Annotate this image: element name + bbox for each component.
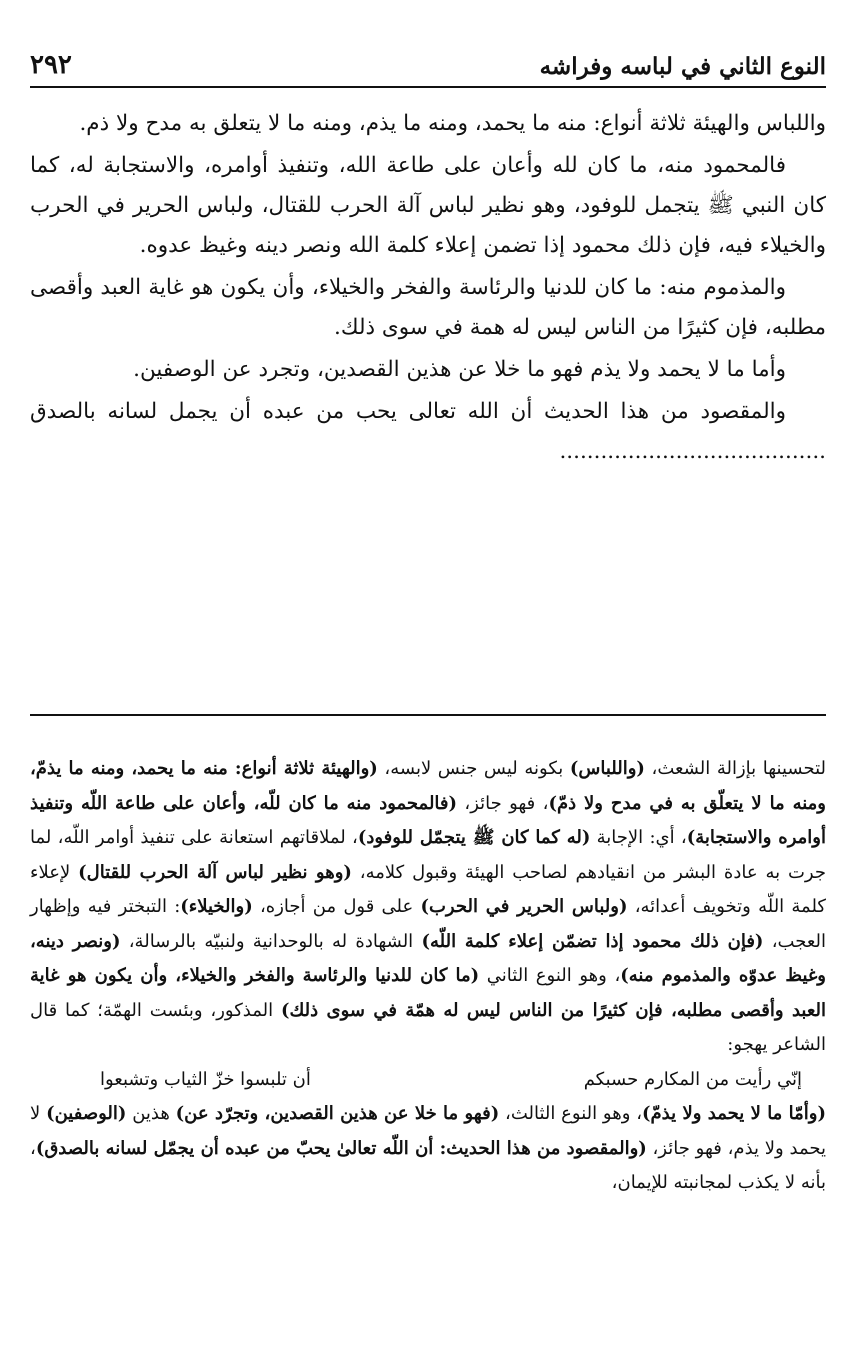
main-paragraph-4: وأما ما لا يحمد ولا يذم فهو ما خلا عن هذين القصدين، وتجرد عن الوصفين. [133, 357, 786, 382]
quoted-matn: (وهو نظير لباس آلة الحرب للقتال) [78, 861, 352, 883]
poem-second-hemistich: أن تلبسوا خزّ الثياب وتشبعوا [100, 1068, 311, 1090]
commentary-segment: لإعلاء كلمة اللّه وتخويف أعدائه، [30, 861, 826, 917]
quoted-matn: (الوصفين) [46, 1103, 127, 1124]
main-paragraph-2: فالمحمود منه، ما كان لله وأعان على طاعة الله، وتنفيذ أوامره، والاستجابة له، كما كان النبي ﷺ يتجمل للوفود، وهو نظير لباس آلة الحرب للقتال، ولباس الحرير في الحرب والخيلاء فيه، فإن ذلك محمود إذا تضمن إعلاء كلمة الله ونصر دينه وغيظ عدوه. [30, 153, 826, 258]
commentary-segment: ، بأنه لا يكذب لمجانبته للإيمان، [30, 1137, 826, 1193]
quoted-matn: (ما كان للدنيا والرئاسة والفخر والخيلاء، وأن يكون هو غاية العبد وأقصى مطلبه، فإن كثيرًا من الناس ليس له همّة في سوى ذلك) [30, 965, 826, 1021]
commentary-segment: لا يحمد ولا يذم، فهو جائز، [30, 1103, 826, 1159]
poem-verse [30, 1063, 826, 1098]
commentary-segment: هذين [126, 1103, 176, 1124]
quoted-matn: (ولباس الحرير في الحرب) [420, 896, 628, 917]
quoted-matn: (فهو ما خلا عن هذين القصدين، وتجرّد عن) [175, 1103, 500, 1124]
commentary-segment: : التبختر فيه وإظهار العجب، [30, 896, 826, 952]
commentary-paragraph-1 [30, 752, 826, 1063]
main-paragraph-3: والمذموم منه: ما كان للدنيا والرئاسة والفخر والخيلاء، وأن يكون هو غاية العبد وأقصى مطلبه، فإن كثيرًا من الناس ليس له همة في سوى ذلك. [30, 275, 826, 340]
quoted-matn: (وأمّا ما لا يحمد ولا يذمّ) [642, 1103, 826, 1124]
commentary-segment: ، فهو جائز، [457, 792, 549, 814]
page-header [30, 40, 826, 88]
commentary-segment: لتحسينها بإزالة الشعث، [644, 758, 826, 779]
commentary-paragraph-2 [30, 1097, 826, 1201]
footnote-divider [30, 714, 826, 716]
quoted-matn: (ونصر دينه، وغيظ عدوّه والمذموم منه) [30, 930, 826, 986]
commentary-segment: ، لملاقاتهم استعانة على تنفيذ أوامر اللّه، لما جرت به عادة البشر من انقيادهم لصاحب الهيئة وقبول كلامه، [30, 827, 826, 883]
continuation-dots: ....................................... [559, 439, 826, 464]
quoted-matn: (والمقصود من هذا الحديث: أن اللّه تعالىٰ يحبّ من عبده أن يجمّل لسانه بالصدق) [35, 1137, 647, 1159]
quoted-matn: (والخيلاء) [180, 896, 253, 917]
main-text [30, 104, 826, 472]
commentary-segment: الشهادة له بالوحدانية ولنبيّه بالرسالة، [120, 930, 422, 952]
commentary-text [30, 752, 826, 1201]
main-paragraph-5-text: والمقصود من هذا الحديث أن الله تعالى يحب من عبده أن يجمل لسانه بالصدق [30, 399, 786, 424]
poem-first-hemistich: إنّي رأيت من المكارم حسبكم [583, 1068, 802, 1090]
page-number: ٢٩٢ [30, 50, 72, 80]
quoted-matn: (والهيئة ثلاثة أنواع: منه ما يحمد، ومنه ما يذمّ، ومنه ما لا يتعلّق به في مدح ولا ذمّ) [30, 758, 826, 814]
commentary-segment: على قول من أجازه، [252, 896, 421, 917]
main-paragraph-1: واللباس والهيئة ثلاثة أنواع: منه ما يحمد، ومنه ما يذم، ومنه ما لا يتعلق به مدح ولا ذم. [79, 111, 826, 136]
quoted-matn: (فإن ذلك محمود إذا تضمّن إعلاء كلمة اللّه) [421, 930, 764, 952]
running-title: النوع الثاني في لباسه وفراشه [539, 53, 826, 80]
quoted-matn: (له كما كان ﷺ يتجمّل للوفود) [357, 827, 591, 848]
commentary-segment: ، وهو النوع الثاني [479, 965, 621, 986]
book-page [30, 40, 826, 1340]
main-paragraph-5 [30, 392, 826, 472]
quoted-matn: (واللباس) [569, 758, 645, 779]
commentary-segment: ، أي: الإجابة [590, 827, 687, 848]
quoted-matn: (فالمحمود منه ما كان للّه، وأعان على طاعة اللّه وتنفيذ أوامره والاستجابة) [30, 792, 826, 848]
commentary-segment: المذكور، وبئست الهمّة؛ كما قال الشاعر يهجو: [30, 999, 826, 1055]
commentary-segment: بكونه ليس جنس لابسه، [377, 758, 570, 779]
commentary-segment: ، وهو النوع الثالث، [499, 1103, 643, 1124]
